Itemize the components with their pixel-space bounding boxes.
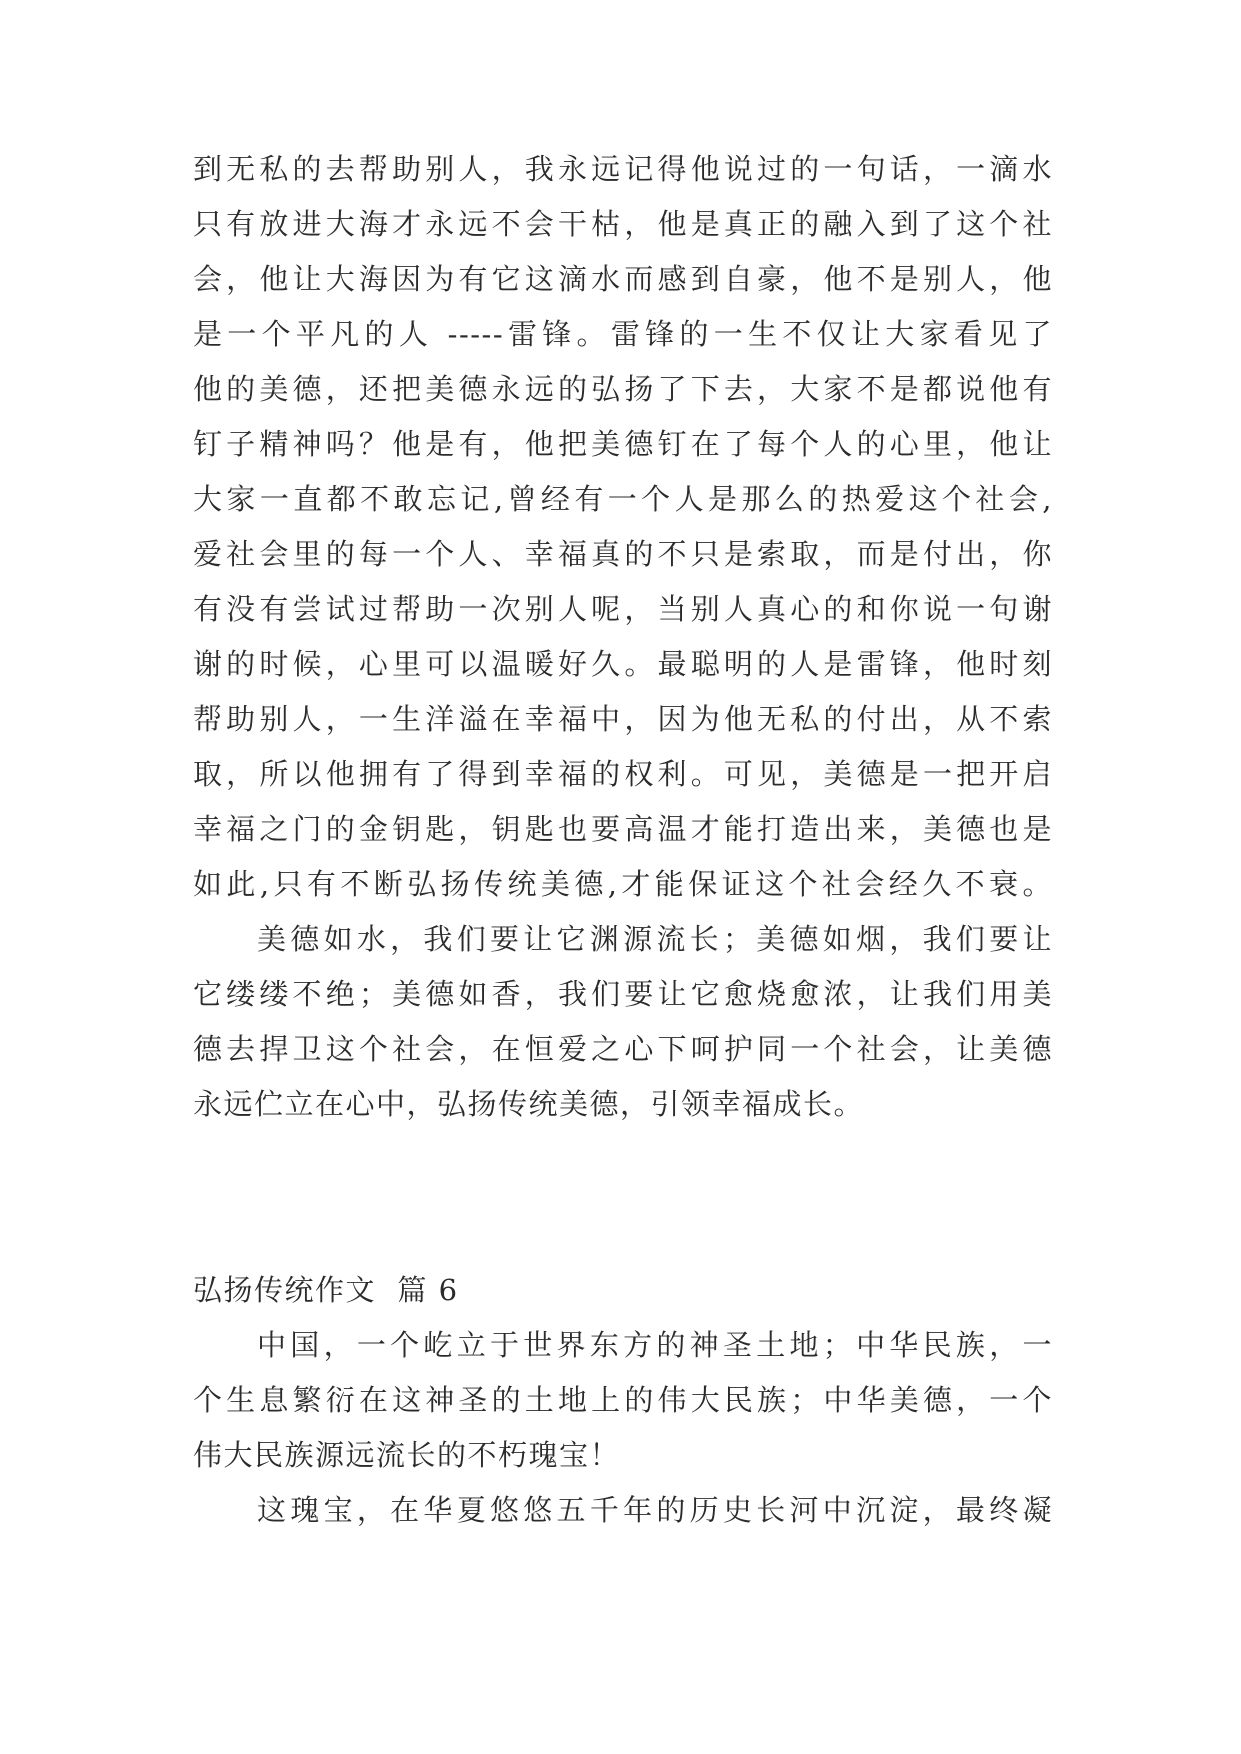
text-line: 中国，一个屹立于世界东方的神圣土地；中华民族，一 <box>257 1328 1053 1362</box>
text-line: 这瑰宝，在华夏悠悠五千年的历史长河中沉淀，最终凝 <box>257 1493 1053 1527</box>
text-line: 个生息繁衍在这神圣的土地上的伟大民族；中华美德，一个 <box>193 1383 1053 1417</box>
text-line: 永远伫立在心中，弘扬传统美德，引领幸福成长。 <box>193 1087 865 1121</box>
text-line: 美德如水，我们要让它渊源流长；美德如烟，我们要让 <box>257 922 1053 956</box>
text-line: 它缕缕不绝；美德如香，我们要让它愈烧愈浓，让我们用美 <box>193 977 1053 1011</box>
text-line: 德去捍卫这个社会，在恒爱之心下呵护同一个社会，让美德 <box>193 1032 1053 1066</box>
text-line: 取，所以他拥有了得到幸福的权利。可见，美德是一把开启 <box>193 757 1053 791</box>
paragraph-continuation <box>193 142 1053 912</box>
text-line: 爱社会里的每一个人、幸福真的不只是索取，而是付出，你 <box>193 537 1053 571</box>
text-line: 帮助别人，一生洋溢在幸福中，因为他无私的付出，从不索 <box>193 702 1053 736</box>
text-line: 幸福之门的金钥匙，钥匙也要高温才能打造出来，美德也是 <box>193 812 1053 846</box>
text-line: 大家一直都不敢忘记,曾经有一个人是那么的热爱这个社会, <box>193 482 1053 516</box>
text-line: 如此,只有不断弘扬传统美德,才能保证这个社会经久不衰。 <box>193 867 1053 901</box>
paragraph-conclusion <box>193 912 1053 1132</box>
paragraph-intro <box>193 1318 1053 1483</box>
text-line: 谢的时候，心里可以温暖好久。最聪明的人是雷锋，他时刻 <box>193 647 1053 681</box>
text-line: 会，他让大海因为有它这滴水而感到自豪，他不是别人，他 <box>193 262 1053 296</box>
text-line: 他的美德，还把美德永远的弘扬了下去，大家不是都说他有 <box>193 372 1053 406</box>
text-line: 有没有尝试过帮助一次别人呢，当别人真心的和你说一句谢 <box>193 592 1053 626</box>
essay-heading: 弘扬传统作文 篇 6 <box>193 1273 459 1307</box>
text-line: 只有放进大海才永远不会干枯，他是真正的融入到了这个社 <box>193 207 1053 241</box>
text-line: 伟大民族源远流长的不朽瑰宝！ <box>193 1438 621 1472</box>
paragraph-next <box>193 1483 1053 1538</box>
text-line: 到无私的去帮助别人，我永远记得他说过的一句话，一滴水 <box>193 152 1053 186</box>
text-line: 钉子精神吗？他是有，他把美德钉在了每个人的心里，他让 <box>193 427 1053 461</box>
text-line: 是一个平凡的人 -----雷锋。雷锋的一生不仅让大家看见了 <box>193 317 1053 351</box>
